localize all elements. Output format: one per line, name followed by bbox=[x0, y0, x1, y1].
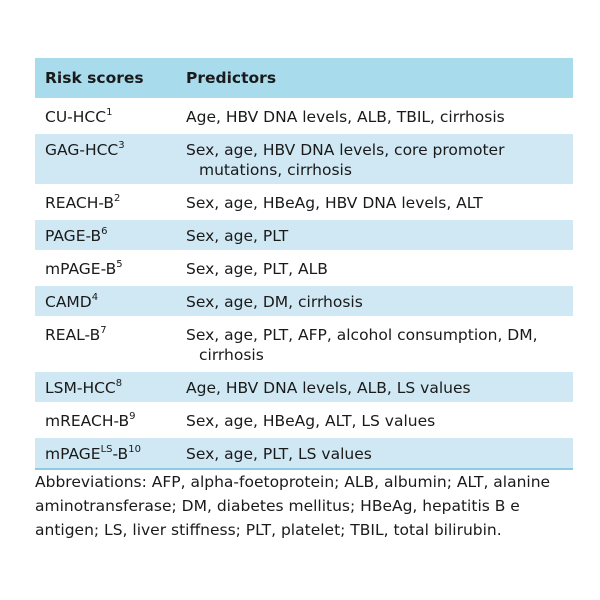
header-risk-scores: Risk scores bbox=[35, 58, 179, 100]
predictors-cell bbox=[179, 437, 573, 470]
table-row bbox=[35, 371, 573, 404]
predictors-text-continuation: mutations, cirrhosis bbox=[199, 161, 352, 179]
risk-score-cell bbox=[35, 404, 179, 437]
table-row bbox=[35, 100, 573, 133]
risk-score-name: GAG-HCC bbox=[45, 141, 119, 159]
predictors-text: Sex, age, PLT, AFP, alcohol consumption, DM, bbox=[186, 326, 538, 344]
predictors-text: Sex, age, HBeAg, ALT, LS values bbox=[186, 412, 436, 430]
predictors-cell bbox=[179, 252, 573, 285]
risk-score-name: mPAGE-B bbox=[45, 260, 117, 278]
table-body bbox=[35, 100, 573, 470]
predictors-text-continuation: cirrhosis bbox=[199, 346, 264, 364]
header-predictors: Predictors bbox=[179, 58, 573, 100]
reference-superscript: 8 bbox=[115, 377, 123, 389]
table-row bbox=[35, 318, 573, 371]
header-row bbox=[35, 58, 573, 100]
risk-score-name: CAMD bbox=[45, 293, 92, 311]
predictors-text: Age, HBV DNA levels, ALB, LS values bbox=[186, 379, 471, 397]
reference-superscript: 1 bbox=[106, 106, 113, 118]
predictors-cell bbox=[179, 404, 573, 437]
reference-superscript: 3 bbox=[118, 139, 125, 151]
risk-score-name: PAGE-B bbox=[45, 227, 102, 245]
reference-superscript: 9 bbox=[129, 410, 136, 422]
risk-score-name: REACH-B bbox=[45, 194, 115, 212]
reference-superscript: 10 bbox=[128, 443, 141, 455]
predictors-cell bbox=[179, 371, 573, 404]
predictors-cell bbox=[179, 100, 573, 133]
table-row bbox=[35, 285, 573, 318]
table-row bbox=[35, 252, 573, 285]
risk-score-name-suffix: -B bbox=[112, 445, 129, 463]
predictors-cell bbox=[179, 285, 573, 318]
table-row bbox=[35, 186, 573, 219]
risk-score-cell bbox=[35, 219, 179, 252]
table-header bbox=[35, 58, 573, 100]
risk-score-name: REAL-B bbox=[45, 326, 101, 344]
predictors-text: Age, HBV DNA levels, ALB, TBIL, cirrhosis bbox=[186, 108, 505, 126]
reference-superscript: 7 bbox=[100, 324, 107, 336]
risk-score-name: mPAGE bbox=[45, 445, 101, 463]
predictors-cell bbox=[179, 186, 573, 219]
risk-score-name: mREACH-B bbox=[45, 412, 130, 430]
table-row bbox=[35, 404, 573, 437]
risk-score-cell bbox=[35, 100, 179, 133]
reference-superscript: 6 bbox=[101, 225, 108, 237]
risk-score-table bbox=[35, 58, 573, 470]
table-row bbox=[35, 219, 573, 252]
risk-score-cell bbox=[35, 285, 179, 318]
table-row bbox=[35, 133, 573, 186]
predictors-text: Sex, age, HBeAg, HBV DNA levels, ALT bbox=[186, 194, 483, 212]
predictors-text: Sex, age, PLT bbox=[186, 227, 289, 245]
table-row bbox=[35, 437, 573, 470]
predictors-cell bbox=[179, 318, 573, 371]
predictors-text: Sex, age, HBV DNA levels, core promoter bbox=[186, 141, 505, 159]
abbreviations-footnote: Abbreviations: AFP, alpha-foetoprotein; ALB, albumin; ALT, alanine aminotransferase; DM, diabetes mellitus; HBeAg, hepatitis B e antigen; LS, liver stiffness; PLT, platelet; TBIL, total bilirubin. bbox=[35, 473, 551, 539]
risk-score-inline-superscript: LS bbox=[100, 443, 113, 455]
risk-score-table-container bbox=[35, 58, 573, 470]
risk-score-cell bbox=[35, 437, 179, 470]
risk-score-cell bbox=[35, 371, 179, 404]
risk-score-cell bbox=[35, 318, 179, 371]
predictors-cell bbox=[179, 219, 573, 252]
predictors-text: Sex, age, PLT, LS values bbox=[186, 445, 372, 463]
risk-score-cell bbox=[35, 133, 179, 186]
reference-superscript: 5 bbox=[116, 258, 123, 270]
reference-superscript: 4 bbox=[91, 291, 99, 303]
predictors-cell bbox=[179, 133, 573, 186]
predictors-text: Sex, age, DM, cirrhosis bbox=[186, 293, 363, 311]
risk-score-name: CU-HCC bbox=[45, 108, 107, 126]
risk-score-name: LSM-HCC bbox=[45, 379, 116, 397]
risk-score-cell bbox=[35, 252, 179, 285]
risk-score-cell bbox=[35, 186, 179, 219]
reference-superscript: 2 bbox=[114, 192, 121, 204]
predictors-text: Sex, age, PLT, ALB bbox=[186, 260, 328, 278]
